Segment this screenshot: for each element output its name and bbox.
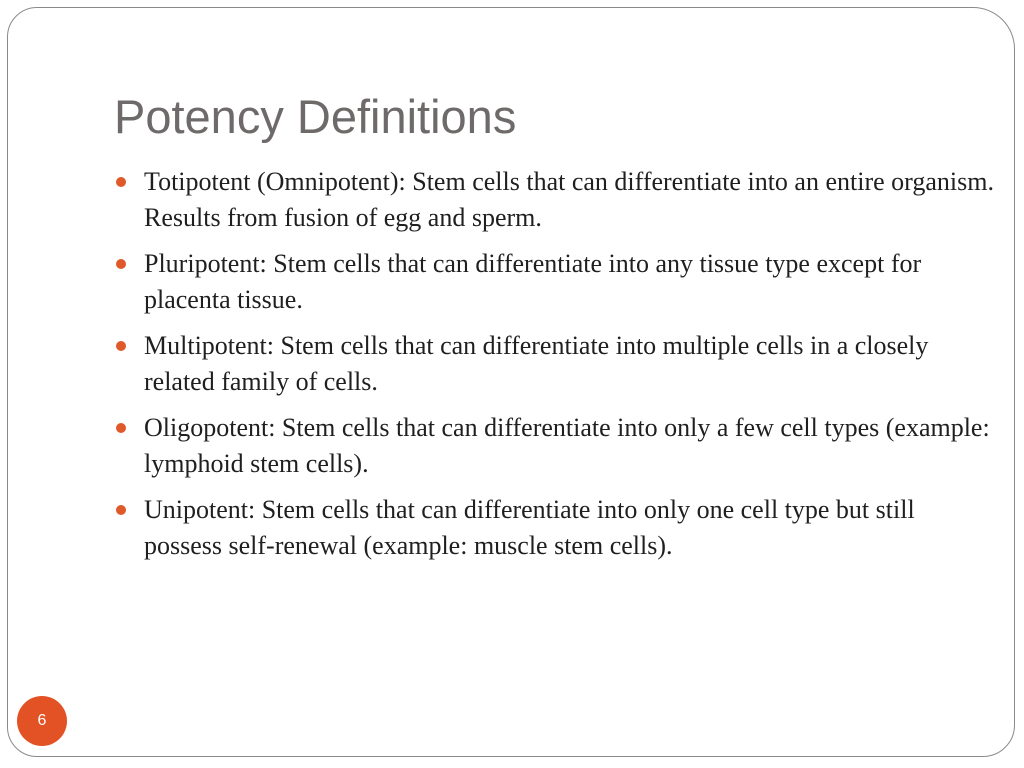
- list-item: [114, 246, 994, 318]
- list-item: [114, 410, 994, 482]
- bullet-dot-icon: [116, 341, 126, 351]
- bullet-text: Unipotent: Stem cells that can differentiate into only one cell type but still possess self-renewal (example: muscle stem cells).: [144, 495, 915, 560]
- list-item: [114, 328, 994, 400]
- bullet-list: [114, 164, 994, 574]
- bullet-dot-icon: [116, 177, 126, 187]
- bullet-dot-icon: [116, 423, 126, 433]
- list-item: [114, 492, 994, 564]
- bullet-dot-icon: [116, 259, 126, 269]
- page-number-badge: 6: [17, 696, 67, 746]
- list-item: [114, 164, 994, 236]
- slide-title: Potency Definitions: [114, 90, 517, 143]
- bullet-dot-icon: [116, 505, 126, 515]
- bullet-text: Multipotent: Stem cells that can differentiate into multiple cells in a closely related family of cells.: [144, 331, 929, 396]
- bullet-text: Totipotent (Omnipotent): Stem cells that can differentiate into an entire organism. Results from fusion of egg and sperm.: [144, 167, 994, 232]
- bullet-text: Oligopotent: Stem cells that can differentiate into only a few cell types (example: lymphoid stem cells).: [144, 413, 990, 478]
- bullet-text: Pluripotent: Stem cells that can differentiate into any tissue type except for placenta tissue.: [144, 249, 922, 314]
